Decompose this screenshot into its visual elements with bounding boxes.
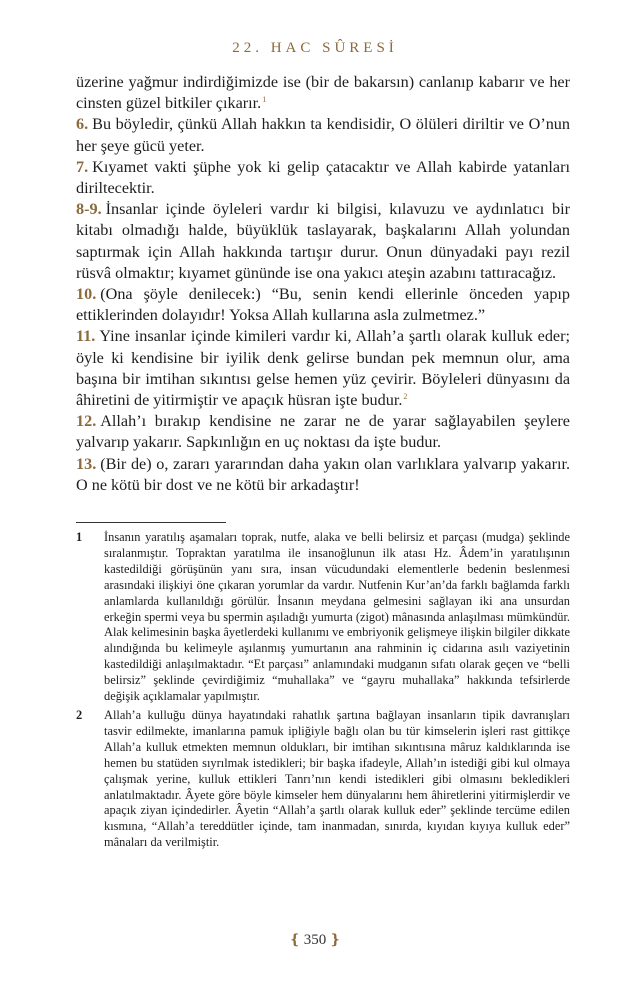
verse-number: 12. — [76, 412, 97, 431]
verse-12 — [76, 411, 570, 453]
footnote-number: 1 — [76, 530, 83, 544]
verse-text: Yine insanlar içinde kimileri vardır ki, Allah’a şartlı olarak kulluk eder; öyle ki kendisine bir iyilik denk gelirse bundan pek memnun olur, ama başına bir imtihan sıkıntısı gelse hemen yüz çevirir. Böyleleri dünyasını da âhiretini de yitirmiştir ve apaçık hüsran işte budur. — [76, 327, 570, 410]
verse-number: 8-9. — [76, 200, 102, 219]
verse-number: 11. — [76, 327, 96, 346]
verse-6 — [76, 114, 570, 156]
footnote-number: 2 — [76, 707, 83, 722]
left-ornament-icon: ❴ — [289, 933, 301, 948]
footnote-ref[interactable]: 1 — [262, 95, 267, 105]
footnote-divider — [76, 522, 226, 523]
footnote-1 — [76, 530, 570, 705]
verse-text: (Ona şöyle denilecek:) “Bu, senin kendi ellerinle önceden yapıp ettiklerinden dolayıdır! Yoksa Allah kullarına asla zulmetmez.” — [76, 285, 570, 325]
verse-number: 10. — [76, 285, 97, 304]
verse-text: (Bir de) o, zararı yararından daha yakın olan varlıklara yalvarıp yakarır. O ne kötü bir dost ve ne kötü bir arkadaştır! — [76, 454, 570, 494]
verse-text: üzerine yağmur indirdiğimizde ise (bir de bakarsın) canlanıp kabarır ve her cinsten güzel bitkiler çıkarır. — [76, 73, 570, 113]
footnotes — [76, 530, 570, 854]
page-number-area — [0, 932, 630, 949]
page-number: 350 — [303, 932, 327, 948]
verse-10 — [76, 284, 570, 326]
verse-number: 7. — [76, 157, 89, 176]
verse-text: Allah’ı bırakıp kendisine ne zarar ne de yarar sağlayabilen şeylere yalvarıp yakarır. Sapkınlığın en uç noktası da işte budur. — [76, 412, 570, 452]
footnote-text: İnsanın yaratılış aşamaları toprak, nutfe, alaka ve belli belirsiz et parçası (mudga) şeklinde sıralanmıştır. Topraktan yaratılma ile insanoğlunun ilk atası Hz. Âdem’in yaratılışının kastedildiği görüşünün yanı sıra, insan vücudundaki elementlerle bedenin beslenmesi arasındaki ilişkiyi öne çıkaran yorumlar da vardır. Nutfenin Kur’an’da farklı bağlamda farklı anlamlarda kullanıldığı görülür. İnsanın meydana gelmesini sağlayan iki ana unsurdan erkeğin spermi veya bu spermin aşıladığı yumurta (zigot) mânasında anlaşılması mümkündür. Alak kelimesinin başka âyetlerdeki kullanımı ve embriyonik gelişmeye ilişkin bilgiler dikkate alındığında bu kelimeyle aşılanmış yumurtanın ana rahminin iç cidarına asılı vaziyetinin kastedildiği anlaşılmaktadır. “Et parçası” anlamındaki mudganın sıfatı olarak geçen ve “belli belirsiz” şeklinde çevirdiğimiz “muhallaka” ve “gayru muhallaka” hakkında tefsirlerde değişik açıklamalar yapılmıştır. — [104, 530, 570, 704]
footnote-ref[interactable]: 2 — [403, 392, 408, 402]
verse-number: 6. — [76, 115, 89, 134]
verse-11 — [76, 326, 570, 411]
verse-text: İnsanlar içinde öyleleri vardır ki bilgisi, kılavuzu ve aydınlatıcı bir kitabı olmadığı halde, büyüklük taslayarak, başkalarını Allah yolundan saptırmak için Allah hakkında tartışır durur. Onun dünyadaki payı rezil rüsvâ olmaktır; kıyamet gününde ise ona yakıcı ateşin azabını tattıracağız. — [76, 200, 570, 282]
right-ornament-icon: ❵ — [329, 933, 341, 948]
verse-continuation — [76, 72, 570, 114]
verse-text: Kıyamet vakti şüphe yok ki gelip çatacaktır ve Allah kabirde yatanları diriltecektir. — [76, 157, 570, 198]
footnote-text: Allah’a kulluğu dünya hayatındaki rahatlık şartına bağlayan insanların tipik davranışları tasvir edilmekte, imanlarına pamuk ipliğiyle bağlı olan bu tür kimselerin işleri rast gittikçe Allah’a kulluk etmekten memnun oldukları, bir imtihan sıkıntısına mâruz kaldıklarında ise hemen bu statüden sıyrılmak istedikleri; bir başka ifadeyle, Allah’ın istediği gibi kul olmaya çalışmak yerine, kulluk ettikleri Tanrı’nın kendi istedikleri gibi olmasını bekledikleri anlatılmaktadır. Âyete göre böyle kimseler hem dünyalarını hem âhiretlerini yitirmişlerdir ve apaçık ziyan içindedirler. Âyetin “Allah’a şartlı olarak kulluk eder” şeklinde tercüme edilen kısmına, “Allah’a tereddütler içinde, tam inanmadan, sınırda, kıyıdan kıyıya kulluk eder” mânaları da verilmiştir. — [104, 707, 570, 850]
footnote-2 — [76, 708, 570, 851]
verse-13 — [76, 454, 570, 496]
running-header: 22. HAC SÛRESİ — [232, 40, 398, 56]
verse-8-9 — [76, 199, 570, 284]
verse-text: Bu böyledir, çünkü Allah hakkın ta kendisidir, O ölüleri diriltir ve O’nun her şeye gücü yeter. — [76, 115, 570, 155]
verse-number: 13. — [76, 454, 97, 473]
verse-text — [76, 72, 570, 496]
verse-7 — [76, 157, 570, 199]
